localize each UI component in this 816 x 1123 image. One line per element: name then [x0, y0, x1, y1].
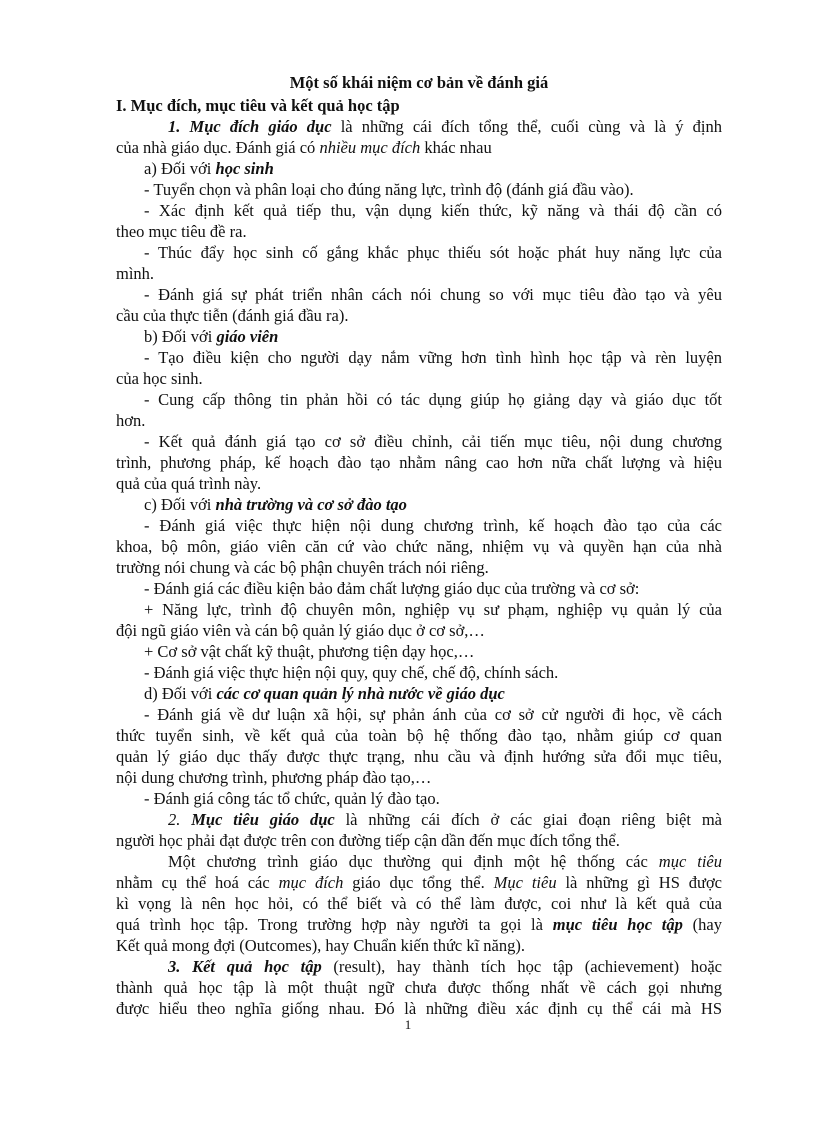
paragraph-line: nội dung chương trình, phương pháp đào tạo,…	[116, 768, 432, 787]
paragraph-line: 2. Mục tiêu giáo dục là những cái đích ở các giai đoạn riêng biệt mà	[168, 810, 722, 829]
paragraph-line: của nhà giáo dục. Đánh giá có nhiều mục đích khác nhau	[116, 138, 492, 157]
subheading-nha-truong: c) Đối với nhà trường và cơ sở đào tạo	[144, 495, 407, 514]
paragraph-line: thức tuyển sinh, về kết quả của toàn bộ hệ thống đào tạo, nhằm giúp cơ quan	[116, 726, 722, 745]
paragraph-line: người học phải đạt được trên con đường tiếp cận dần đến mục đích tổng thể.	[116, 831, 620, 850]
paragraph-line: của học sinh.	[116, 369, 203, 388]
paragraph-line: - Đánh giá việc thực hiện nội quy, quy chế, chế độ, chính sách.	[144, 663, 559, 682]
paragraph-line: - Đánh giá việc thực hiện nội dung chương trình, kế hoạch đào tạo của các	[144, 516, 722, 535]
paragraph-line: thành quả học tập là một thuật ngữ chưa được thống nhất về cách gọi nhưng	[116, 978, 722, 997]
paragraph-line: kì vọng là nên học hỏi, có thể biết và có thể làm được, coi như là kết quả của	[116, 894, 722, 913]
paragraph-line: - Cung cấp thông tin phản hồi có tác dụng giúp họ giảng dạy và giáo dục tốt	[144, 390, 722, 409]
page-number: 1	[404, 1017, 412, 1032]
paragraph-line: Một chương trình giáo dục thường qui định một hệ thống các mục tiêu	[168, 852, 723, 871]
paragraph-line: 3. Kết quả học tập (result), hay thành tích học tập (achievement) hoặc	[168, 957, 722, 976]
paragraph-line: - Đánh giá các điều kiện bảo đảm chất lượng giáo dục của trường và cơ sở:	[144, 579, 640, 598]
paragraph-line: theo mục tiêu đề ra.	[116, 222, 247, 241]
section-heading: I. Mục đích, mục tiêu và kết quả học tập	[116, 96, 400, 115]
document-body	[116, 70, 722, 1019]
paragraph-line: - Xác định kết quả tiếp thu, vận dụng kiến thức, kỹ năng và thái độ cần có	[144, 201, 722, 220]
document-title: Một số khái niệm cơ bản về đánh giá	[289, 73, 549, 92]
paragraph-line: được hiểu theo nghĩa giống nhau. Đó là những điều xác định cụ thể cái mà HS	[116, 999, 722, 1018]
paragraph-line: đội ngũ giáo viên và cán bộ quản lý giáo dục ở cơ sở,…	[116, 621, 485, 640]
paragraph-line: hơn.	[116, 411, 146, 430]
paragraph-line: - Đánh giá sự phát triển nhân cách nói chung so với mục tiêu đào tạo và yêu	[144, 285, 722, 304]
paragraph-line: 1. Mục đích giáo dục là những cái đích tổng thể, cuối cùng và là ý định	[168, 117, 722, 136]
paragraph-line: quản lý giáo dục thấy được thực trạng, nhu cầu và định hướng sửa đổi mục tiêu,	[116, 747, 722, 766]
paragraph-line: mình.	[116, 264, 155, 283]
paragraph-line: quá trình học tập. Trong trường hợp này người ta gọi là mục tiêu học tập (hay	[116, 915, 722, 934]
paragraph-line: - Tạo điều kiện cho người dạy nắm vững hơn tình hình học tập và rèn luyện	[144, 348, 722, 367]
term-ket-qua-hoc-tap: 3. Kết quả học tập	[168, 957, 322, 976]
paragraph-line: - Đánh giá công tác tổ chức, quản lý đào tạo.	[144, 789, 440, 808]
paragraph-line: nhằm cụ thể hoá các mục đích giáo dục tổng thể. Mục tiêu là những gì HS được	[116, 873, 722, 892]
paragraph-line: cầu của thực tiễn (đánh giá đầu ra).	[116, 306, 349, 325]
subheading-co-quan-quan-ly: d) Đối với các cơ quan quản lý nhà nước về giáo dục	[144, 684, 505, 703]
subheading-hoc-sinh: a) Đối với học sinh	[144, 159, 274, 178]
paragraph-line: - Thúc đẩy học sinh cố gắng khắc phục thiếu sót hoặc phát huy năng lực của	[144, 243, 722, 262]
subheading-giao-vien: b) Đối với giáo viên	[144, 327, 279, 346]
term-muc-tieu-giao-duc: Mục tiêu giáo dục	[191, 810, 335, 829]
paragraph-line: + Năng lực, trình độ chuyên môn, nghiệp vụ sư phạm, nghiệp vụ quản lý của	[144, 600, 722, 619]
paragraph-line: trường nói chung và các bộ phận chuyên trách nói riêng.	[116, 558, 489, 577]
paragraph-line: + Cơ sở vật chất kỹ thuật, phương tiện dạy học,…	[144, 642, 475, 661]
term-muc-dich-giao-duc: 1. Mục đích giáo dục	[168, 117, 332, 136]
term-muc-tieu-hoc-tap: mục tiêu học tập	[552, 915, 683, 934]
paragraph-line: Kết quả mong đợi (Outcomes), hay Chuẩn kiến thức kĩ năng).	[116, 936, 525, 955]
paragraph-line: trình, phương pháp, kế hoạch đào tạo nhằm nâng cao hơn nữa chất lượng và hiệu	[116, 453, 722, 472]
paragraph-line: - Kết quả đánh giá tạo cơ sở điều chỉnh, cải tiến mục tiêu, nội dung chương	[144, 432, 722, 451]
paragraph-line: - Đánh giá về dư luận xã hội, sự phản ánh của cơ sở cử người đi học, về cách	[144, 705, 722, 724]
paragraph-line: - Tuyển chọn và phân loại cho đúng năng lực, trình độ (đánh giá đầu vào).	[144, 180, 634, 199]
paragraph-line: khoa, bộ môn, giáo viên căn cứ vào chức năng, nhiệm vụ và quyền hạn của nhà	[116, 537, 722, 556]
paragraph-line: quả của quá trình này.	[116, 474, 262, 493]
